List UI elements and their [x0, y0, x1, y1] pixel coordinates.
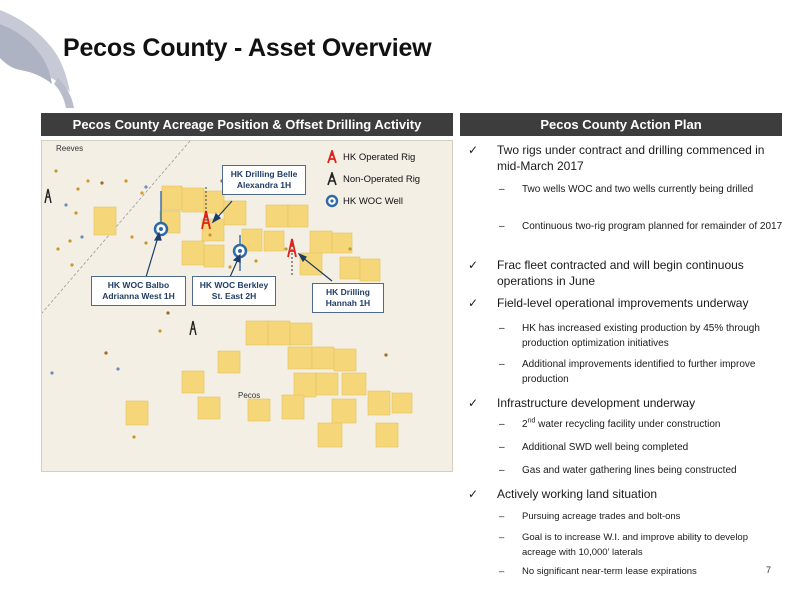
dash-icon: –	[499, 465, 505, 476]
acreage-blocks	[94, 186, 412, 447]
sub-bullet-text: Gas and water gathering lines being constructed	[522, 465, 737, 476]
hk-operated-rig-icon	[325, 150, 339, 164]
callout-line: HK WOC Balbo	[107, 280, 170, 290]
sub-bullet-text: No significant near-term lease expirations	[522, 566, 697, 577]
legend-item	[325, 194, 403, 208]
dash-icon: –	[499, 323, 505, 334]
bullet-text: Infrastructure development underway	[497, 396, 696, 410]
dash-icon: –	[499, 419, 505, 430]
callout-belle-alexandra	[222, 165, 306, 195]
callout-berkley	[192, 276, 276, 306]
legend-label: Non-Operated Rig	[343, 173, 421, 185]
callout-line: HK Drilling	[326, 287, 370, 297]
sub-bullet-text	[522, 417, 784, 432]
action-plan-header: Pecos County Action Plan	[460, 113, 782, 136]
non-operated-rig-icon	[45, 189, 51, 203]
callout-line: Adrianna West 1H	[102, 291, 175, 301]
callout-line: Hannah 1H	[325, 298, 371, 308]
dash-icon: –	[499, 184, 505, 195]
ordinal-suffix: nd	[527, 417, 536, 425]
legend-label: HK WOC Well	[343, 195, 403, 207]
check-icon: ✓	[468, 296, 479, 310]
page-title: Pecos County - Asset Overview	[63, 34, 432, 62]
bullet-text: Actively working land situation	[497, 487, 658, 501]
check-icon: ✓	[468, 396, 479, 410]
acreage-section-header: Pecos County Acreage Position & Offset Drilling Activity	[41, 113, 453, 136]
dash-icon: –	[499, 532, 505, 543]
callout-line: HK WOC Berkley	[199, 280, 269, 290]
page-number: 7	[766, 565, 772, 575]
non-operated-rig-icon	[325, 172, 339, 186]
sub-bullet-text: Additional improvements identified to further improve production	[522, 359, 756, 385]
dash-icon: –	[499, 511, 505, 522]
sub-bullet-text: Two wells WOC and two wells currently being drilled	[522, 184, 754, 195]
acreage-map	[41, 140, 453, 472]
dash-icon: –	[499, 566, 505, 577]
sub-bullet-text: HK has increased existing production by 45% through production optimization initiatives	[522, 323, 760, 349]
callout-balbo-adrianna	[91, 276, 186, 306]
county-label-pecos: Pecos	[238, 391, 261, 400]
sub-bullet-text: Goal is to increase W.I. and improve ability to develop acreage with 10,000’ laterals	[522, 532, 749, 558]
legend-item	[325, 150, 415, 164]
bullet-text: Two rigs under contract and drilling commenced in mid-March 2017	[497, 143, 765, 173]
non-operated-rig-icon	[190, 321, 196, 335]
county-label-reeves: Reeves	[56, 144, 84, 153]
sub-bullet-rest: water recycling facility under construction	[535, 419, 721, 430]
check-icon: ✓	[468, 143, 479, 157]
sub-bullet-text: Additional SWD well being completed	[522, 442, 689, 453]
bullet-text: Field-level operational improvements underway	[497, 296, 749, 310]
ordinal-number: 2	[522, 419, 528, 430]
hk-woc-well-icon	[155, 223, 167, 235]
check-icon: ✓	[468, 487, 479, 501]
bullet-text: Frac fleet contracted and will begin continuous operations in June	[497, 258, 744, 288]
legend-item	[325, 172, 420, 186]
legend-label: HK Operated Rig	[343, 151, 416, 163]
callout-line: St. East 2H	[211, 291, 257, 301]
dash-icon: –	[499, 359, 505, 370]
sub-bullet-text: Continuous two-rig program planned for remainder of 2017	[522, 221, 783, 232]
dash-icon: –	[499, 442, 505, 453]
dash-icon: –	[499, 221, 505, 232]
callout-hannah	[312, 283, 384, 313]
callout-line: HK Drilling Belle	[230, 169, 298, 179]
hk-woc-well-icon	[325, 194, 339, 208]
sub-bullet-text: Pursuing acreage trades and bolt-ons	[522, 511, 681, 522]
check-icon: ✓	[468, 258, 479, 272]
callout-line: Alexandra 1H	[236, 180, 292, 190]
